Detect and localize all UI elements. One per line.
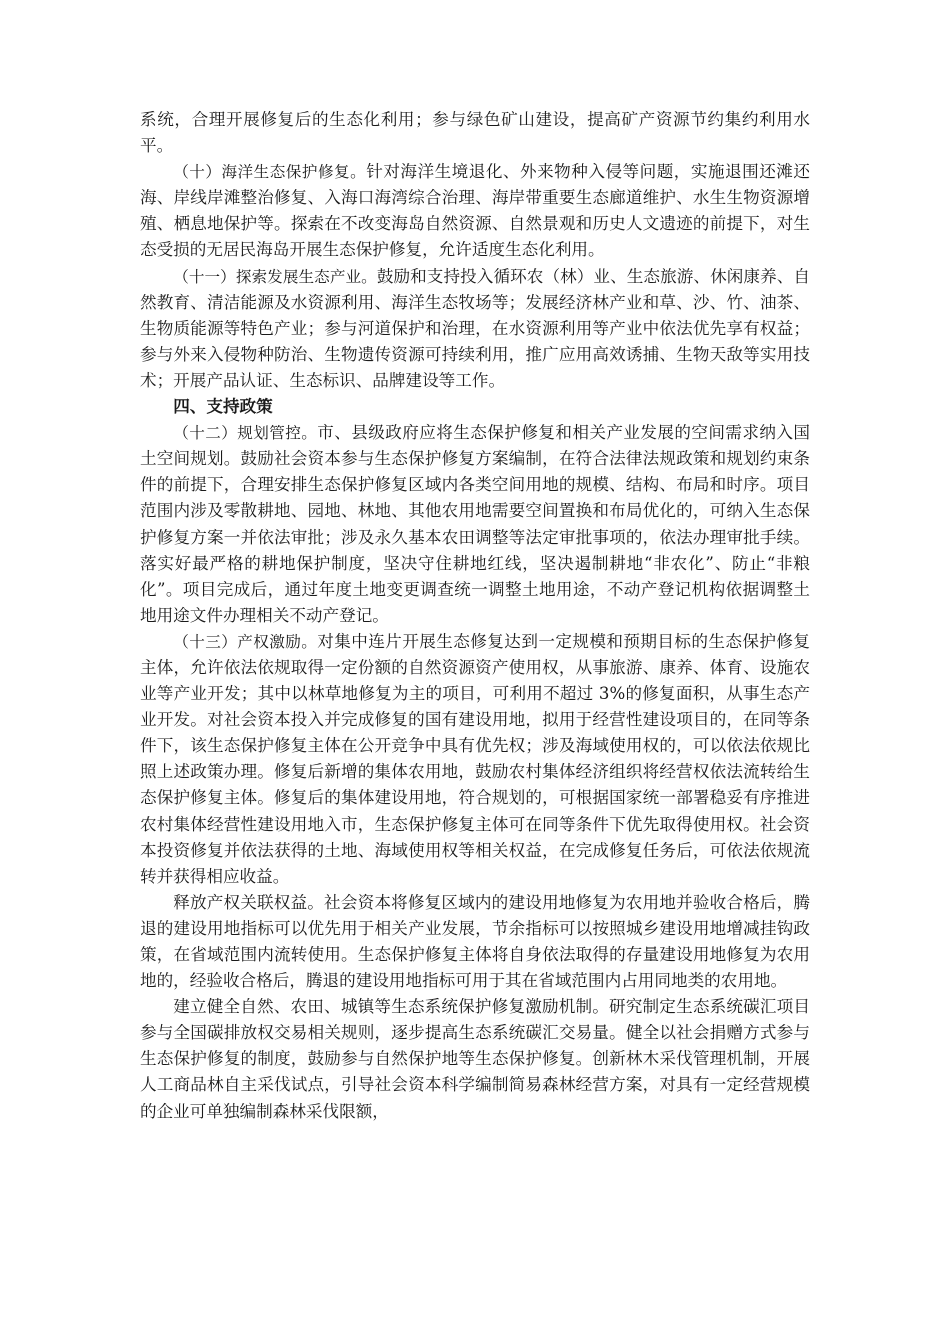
paragraph-text: 针对海洋生境退化、外来物种入侵等问题，实施退围还滩还海、岸线岸滩整治修复、入海口海湾综合治理、海岸带重要生态廊道维护、水生生物资源增殖、栖息地保护等。探索在不改变海岛自然资源、自然景观和历史人文遗迹的前提下，对生态受损的无居民海岛开展生态保护修复，允许适度生态化利用。 [140, 162, 810, 260]
paragraph-continuation [140, 107, 810, 159]
paragraph-text: 对集中连片开展生态修复达到一定规模和预期目标的生态保护修复主体，允许依法依规取得一定份额的自然资源资产使用权，从事旅游、康养、体育、设施农业等产业开发；其中以林草地修复为主的项目，可利用不超过 3%的修复面积，从事生态产业开发。对社会资本投入并完成修复的国有建设用地，拟用于经营性建设项目的，在同等条件下，该生态保护修复主体在公开竞争中具有优先权；涉及海域使用权的，可以依法依规比照上述政策办理。修复后新增的集体农用地，鼓励农村集体经济组织将经营权依法流转给生态保护修复主体。修复后的集体建设用地，符合规划的，可根据国家统一部署稳妥有序推进农村集体经营性建设用地入市，生态保护修复主体可在同等条件下优先取得使用权。社会资本投资修复并依法获得的土地、海域使用权等相关权益，在完成修复任务后，可依法依规流转并获得相应收益。 [140, 631, 810, 886]
paragraph-text: 鼓励和支持投入循环农（林）业、生态旅游、休闲康养、自然教育、清洁能源及水资源利用、海洋生态牧场等；发展经济林产业和草、沙、竹、油茶、生物质能源等特色产业；参与河道保护和治理，在水资源利用等产业中依法优先享有权益；参与外来入侵物种防治、生物遗传资源可持续利用，推广应用高效诱捕、生物天敌等实用技术；开展产品认证、生态标识、品牌建设等工作。 [140, 266, 810, 390]
paragraph-lead: （十二）规划管控。 [173, 424, 318, 443]
paragraph-text: 建立健全自然、农田、城镇等生态系统保护修复激励机制。研究制定生态系统碳汇项目参与全国碳排放权交易相关规则，逐步提高生态系统碳汇交易量。健全以社会捐赠方式参与生态保护修复的制度，鼓励参与自然保护地等生态保护修复。创新林木采伐管理机制，开展人工商品林自主采伐试点，引导社会资本科学编制简易森林经营方案，对具有一定经营规模的企业可单独编制森林采伐限额， [140, 997, 810, 1121]
paragraph-planning-control [140, 420, 810, 629]
paragraph-lead: （十一）探索发展生态产业。 [173, 267, 377, 286]
paragraph-incentive-mechanism [140, 994, 810, 1124]
paragraph-text: 市、县级政府应将生态保护修复和相关产业发展的空间需求纳入国土空间规划。鼓励社会资本参与生态保护修复方案编制，在符合法律法规政策和规划约束条件的前提下，合理安排生态保护修复区域内各类空间用地的规模、结构、布局和时序。项目范围内涉及零散耕地、园地、林地、其他农用地需要空间置换和布局优化的，可纳入生态保护修复方案一并依法审批；涉及永久基本农田调整等法定审批事项的，依法办理审批手续。落实好最严格的耕地保护制度，坚决守住耕地红线，坚决遏制耕地“非农化”、防止“非粮化”。项目完成后，通过年度土地变更调查统一调整土地用途，不动产登记机构依据调整土地用途文件办理相关不动产登记。 [140, 423, 810, 625]
paragraph-eco-industry [140, 264, 810, 394]
paragraph-text: 系统，合理开展修复后的生态化利用；参与绿色矿山建设，提高矿产资源节约集约利用水平。 [140, 110, 810, 156]
paragraph-marine-restoration [140, 159, 810, 263]
paragraph-text: 释放产权关联权益。社会资本将修复区域内的建设用地修复为农用地并验收合格后，腾退的建设用地指标可以优先用于相关产业发展，节余指标可以按照城乡建设用地增减挂钩政策，在省域范围内流转使用。生态保护修复主体将自身依法取得的存量建设用地修复为农用地的，经验收合格后，腾退的建设用地指标可用于其在省域范围内占用同地类的农用地。 [140, 892, 810, 991]
paragraph-lead: （十三）产权激励。 [173, 632, 318, 651]
paragraph-release-rights [140, 890, 810, 994]
paragraph-lead: （十）海洋生态保护修复。 [173, 163, 367, 182]
section-heading: 四、支持政策 [173, 397, 273, 417]
paragraph-property-incentive [140, 629, 810, 890]
